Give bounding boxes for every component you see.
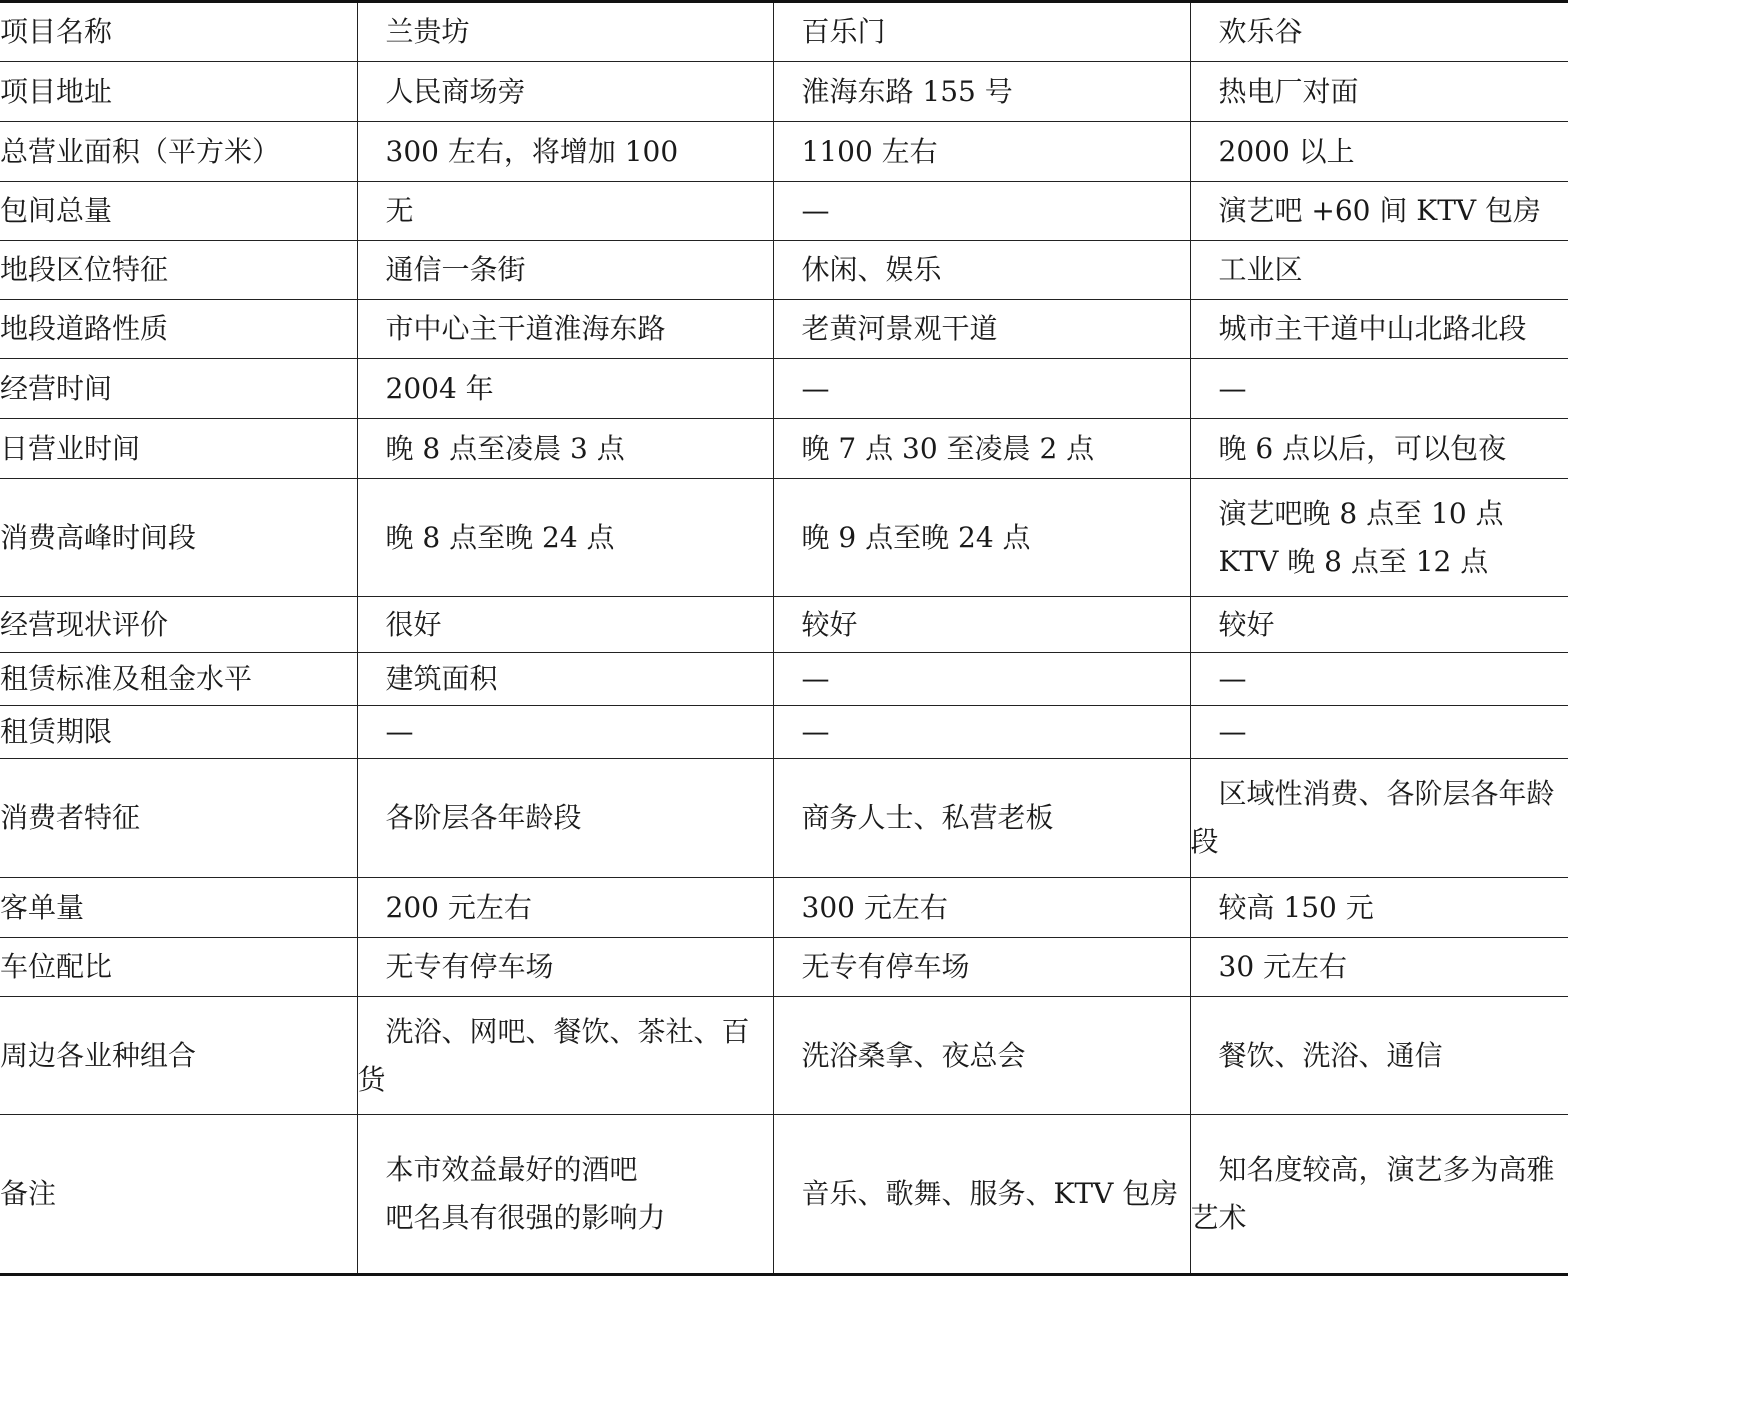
table-cell: 洗浴桑拿、夜总会	[773, 997, 1190, 1115]
table-cell: —	[773, 706, 1190, 759]
table-row	[0, 997, 1568, 1115]
table-cell: 30 元左右	[1190, 938, 1568, 997]
table-row	[0, 419, 1568, 479]
row-label: 租赁期限	[0, 706, 357, 759]
table-row	[0, 122, 1568, 182]
cell-line: 本市效益最好的酒吧	[385, 1153, 638, 1186]
table-cell: —	[1190, 706, 1568, 759]
table-cell: —	[773, 653, 1190, 706]
table-cell: —	[357, 706, 773, 759]
table-cell: 百乐门	[773, 2, 1190, 62]
table-row	[0, 878, 1568, 938]
table-cell: 200 元左右	[357, 878, 773, 938]
table-row	[0, 479, 1568, 597]
row-label: 备注	[0, 1115, 357, 1275]
table-cell: 建筑面积	[357, 653, 773, 706]
table-row	[0, 706, 1568, 759]
table-cell: 市中心主干道淮海东路	[357, 300, 773, 359]
table-cell: 工业区	[1190, 241, 1568, 300]
table-cell: 2004 年	[357, 359, 773, 419]
cell-line: 吧名具有很强的影响力	[385, 1201, 666, 1234]
cell-line: 演艺吧晚 8 点至 10 点	[1218, 496, 1504, 530]
table-cell: 晚 8 点至晚 24 点	[357, 479, 773, 597]
table-cell: 欢乐谷	[1190, 2, 1568, 62]
table-cell: 通信一条街	[357, 241, 773, 300]
table-cell: 无	[357, 182, 773, 241]
table-cell: 晚 7 点 30 至凌晨 2 点	[773, 419, 1190, 479]
table-row	[0, 300, 1568, 359]
row-label: 地段区位特征	[0, 241, 357, 300]
row-label: 租赁标准及租金水平	[0, 653, 357, 706]
table-cell: 较好	[1190, 597, 1568, 653]
row-label: 周边各业种组合	[0, 997, 357, 1115]
cell-line: KTV 晚 8 点至 12 点	[1218, 544, 1489, 578]
table-cell: 300 元左右	[773, 878, 1190, 938]
table-cell: 晚 9 点至晚 24 点	[773, 479, 1190, 597]
table-cell: 较好	[773, 597, 1190, 653]
table-row	[0, 182, 1568, 241]
table-cell: 餐饮、洗浴、通信	[1190, 997, 1568, 1115]
row-label: 经营现状评价	[0, 597, 357, 653]
table-cell: 区域性消费、各阶层各年龄段	[1190, 759, 1568, 878]
row-label: 消费者特征	[0, 759, 357, 878]
table-cell: 300 左右，将增加 100	[357, 122, 773, 182]
table-cell: 各阶层各年龄段	[357, 759, 773, 878]
row-label: 客单量	[0, 878, 357, 938]
table-row	[0, 938, 1568, 997]
table-row	[0, 359, 1568, 419]
row-label: 消费高峰时间段	[0, 479, 357, 597]
table-cell: —	[773, 182, 1190, 241]
table-row	[0, 2, 1568, 62]
table-cell: 休闲、娱乐	[773, 241, 1190, 300]
table-row	[0, 597, 1568, 653]
table-cell: 兰贵坊	[357, 2, 773, 62]
table-cell: 无专有停车场	[773, 938, 1190, 997]
table-row	[0, 62, 1568, 122]
table-cell: 老黄河景观干道	[773, 300, 1190, 359]
row-label: 包间总量	[0, 182, 357, 241]
table-cell: —	[1190, 653, 1568, 706]
table-cell: 很好	[357, 597, 773, 653]
table-row	[0, 1115, 1568, 1275]
table-cell: 淮海东路 155 号	[773, 62, 1190, 122]
row-label: 地段道路性质	[0, 300, 357, 359]
table-cell: 演艺吧 +60 间 KTV 包房	[1190, 182, 1568, 241]
table-cell: 晚 8 点至凌晨 3 点	[357, 419, 773, 479]
table-cell: 商务人士、私营老板	[773, 759, 1190, 878]
table-cell: —	[773, 359, 1190, 419]
table-cell: 城市主干道中山北路北段	[1190, 300, 1568, 359]
table-cell: 洗浴、网吧、餐饮、茶社、百货	[357, 997, 773, 1115]
row-label: 项目名称	[0, 2, 357, 62]
table-row	[0, 759, 1568, 878]
table-row	[0, 241, 1568, 300]
table-cell: 知名度较高，演艺多为高雅艺术	[1190, 1115, 1568, 1275]
table-cell: 较高 150 元	[1190, 878, 1568, 938]
table-cell: 2000 以上	[1190, 122, 1568, 182]
table-cell: 音乐、歌舞、服务、KTV 包房	[773, 1115, 1190, 1275]
table-row	[0, 653, 1568, 706]
row-label: 项目地址	[0, 62, 357, 122]
table-cell	[357, 1115, 773, 1275]
table-cell: 无专有停车场	[357, 938, 773, 997]
table-cell: 人民商场旁	[357, 62, 773, 122]
row-label: 总营业面积（平方米）	[0, 122, 357, 182]
table-cell: 1100 左右	[773, 122, 1190, 182]
row-label: 经营时间	[0, 359, 357, 419]
table-cell: 热电厂对面	[1190, 62, 1568, 122]
row-label: 日营业时间	[0, 419, 357, 479]
table-cell: —	[1190, 359, 1568, 419]
table-cell	[1190, 479, 1568, 597]
row-label: 车位配比	[0, 938, 357, 997]
table-cell: 晚 6 点以后，可以包夜	[1190, 419, 1568, 479]
